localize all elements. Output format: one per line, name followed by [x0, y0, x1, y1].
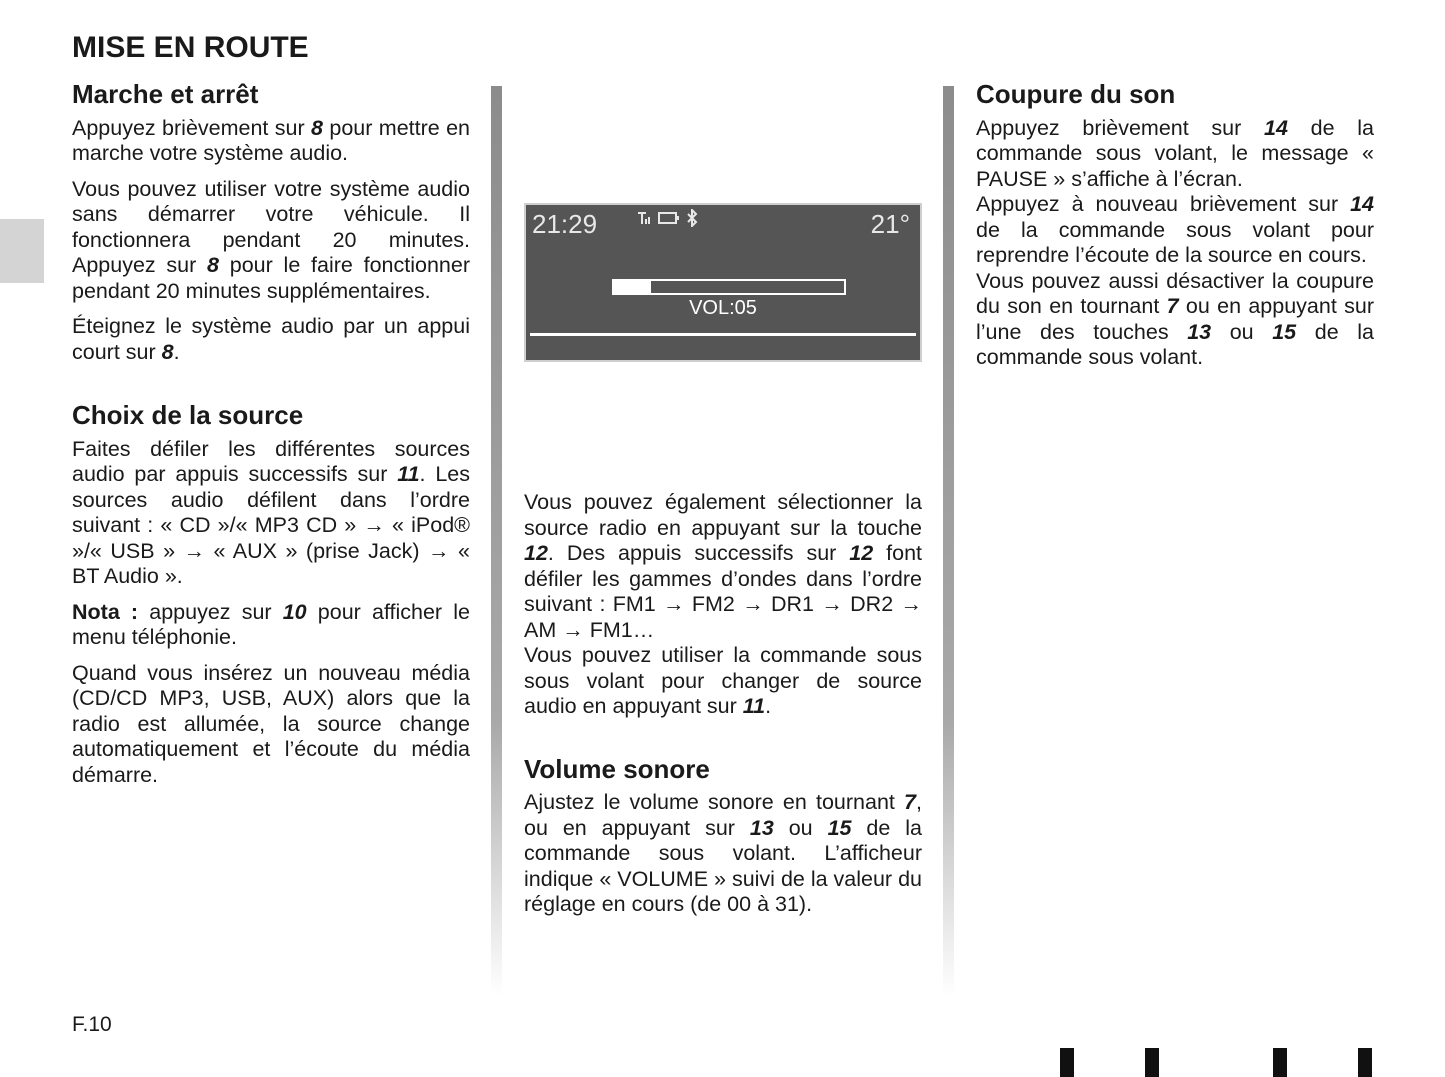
control-ref: 8 [311, 115, 323, 140]
paragraph: Vous pouvez également sélectionner la source radio en appuyant sur la touche 12. Des appuis successifs sur 12 font défiler les gammes d’ondes dans l’ordre suivant : FM1 → FM2 → DR1 → DR2 → AM → FM1… [524, 490, 922, 642]
control-ref: 7 [904, 790, 917, 814]
column-middle [524, 490, 922, 928]
control-ref: 12 [849, 541, 874, 565]
paragraph: Faites défiler les différentes sources audio par appuis successifs sur 11. Les sources audio défilent dans l’ordre suivant : « CD »/« MP3 CD » → « iPod® »/« USB » → « AUX » (prise Jack) → « BT Audio ». [72, 436, 470, 588]
volume-bar [612, 279, 846, 295]
control-ref: 8 [207, 253, 220, 277]
heading-volume-sonore: Volume sonore [524, 753, 710, 784]
control-ref: 13 [749, 815, 774, 840]
control-ref: 12 [524, 541, 548, 565]
control-ref: 11 [397, 462, 420, 486]
paragraph: Vous pouvez aussi désactiver la coupure du son en tournant 7 ou en appuyant sur l’une des touches 13 ou 15 de la commande sous volant. [976, 268, 1374, 369]
column-left [72, 79, 471, 798]
heading-choix-source: Choix de la source [72, 400, 304, 430]
page-number: F.10 [72, 1013, 112, 1036]
chapter-thumb-tab [0, 219, 44, 283]
paragraph: Appuyez brièvement sur 8 pour mettre en marche votre système audio. [72, 115, 471, 165]
heading-coupure-son: Coupure du son [976, 79, 1176, 109]
control-ref: 15 [827, 815, 852, 840]
volume-bar-empty [651, 281, 844, 293]
print-mark [1060, 1048, 1074, 1077]
bluetooth-icon [686, 209, 698, 227]
paragraph: Quand vous insérez un nouveau média (CD/CD MP3, USB, AUX) alors que la radio est allumée, la source change automatiquement et l’écoute du média démarre. [72, 660, 470, 787]
control-ref: 14 [1350, 192, 1374, 216]
display-clock: 21:29 [532, 209, 598, 239]
column-right [976, 79, 1374, 381]
control-ref: 8 [161, 339, 174, 364]
display-divider [530, 333, 916, 336]
page-title: MISE EN ROUTE [72, 31, 309, 64]
paragraph: Vous pouvez utiliser votre système audio sans démarrer votre véhicule. Il fonctionnera pendant 20 minutes. Appuyez sur 8 pour le faire fonctionner pendant 20 minutes supplémentaires. [72, 176, 470, 303]
print-mark [1273, 1048, 1287, 1077]
display-temperature: 21° [870, 209, 910, 239]
battery-icon [658, 211, 680, 225]
note-label: Nota : [72, 599, 139, 624]
print-mark [1145, 1048, 1159, 1077]
paragraph: Vous pouvez utiliser la commande sous sous volant pour changer de source audio en appuyant sur 11. [524, 643, 922, 718]
paragraph: Nota : appuyez sur 10 pour afficher le menu téléphonie. [72, 599, 470, 649]
control-ref: 13 [1187, 319, 1212, 344]
volume-readout: VOL:05 [689, 297, 757, 319]
control-ref: 14 [1264, 115, 1288, 140]
control-ref: 11 [742, 694, 766, 718]
control-ref: 15 [1272, 319, 1297, 344]
audio-display-screen [524, 203, 922, 362]
paragraph: Appuyez brièvement sur 14 de la commande sous volant, le message « PAUSE » s’affiche à l’écran. [976, 115, 1374, 191]
column-separator [491, 86, 502, 996]
control-ref: 10 [282, 599, 307, 624]
column-separator [943, 86, 954, 996]
print-mark [1358, 1048, 1372, 1077]
control-ref: 7 [1166, 294, 1179, 318]
antenna-icon [636, 210, 652, 226]
paragraph: Éteignez le système audio par un appui court sur 8. [72, 314, 470, 364]
paragraph: Appuyez à nouveau brièvement sur 14 de la commande sous volant pour reprendre l’écoute de la source en cours. [976, 192, 1374, 267]
heading-marche-arret: Marche et arrêt [72, 79, 259, 109]
paragraph: Ajustez le volume sonore en tournant 7, ou en appuyant sur 13 ou 15 de la commande sous volant. L’afficheur indique « VOLUME » suivi de la valeur du réglage en cours (de 00 à 31). [524, 790, 922, 916]
